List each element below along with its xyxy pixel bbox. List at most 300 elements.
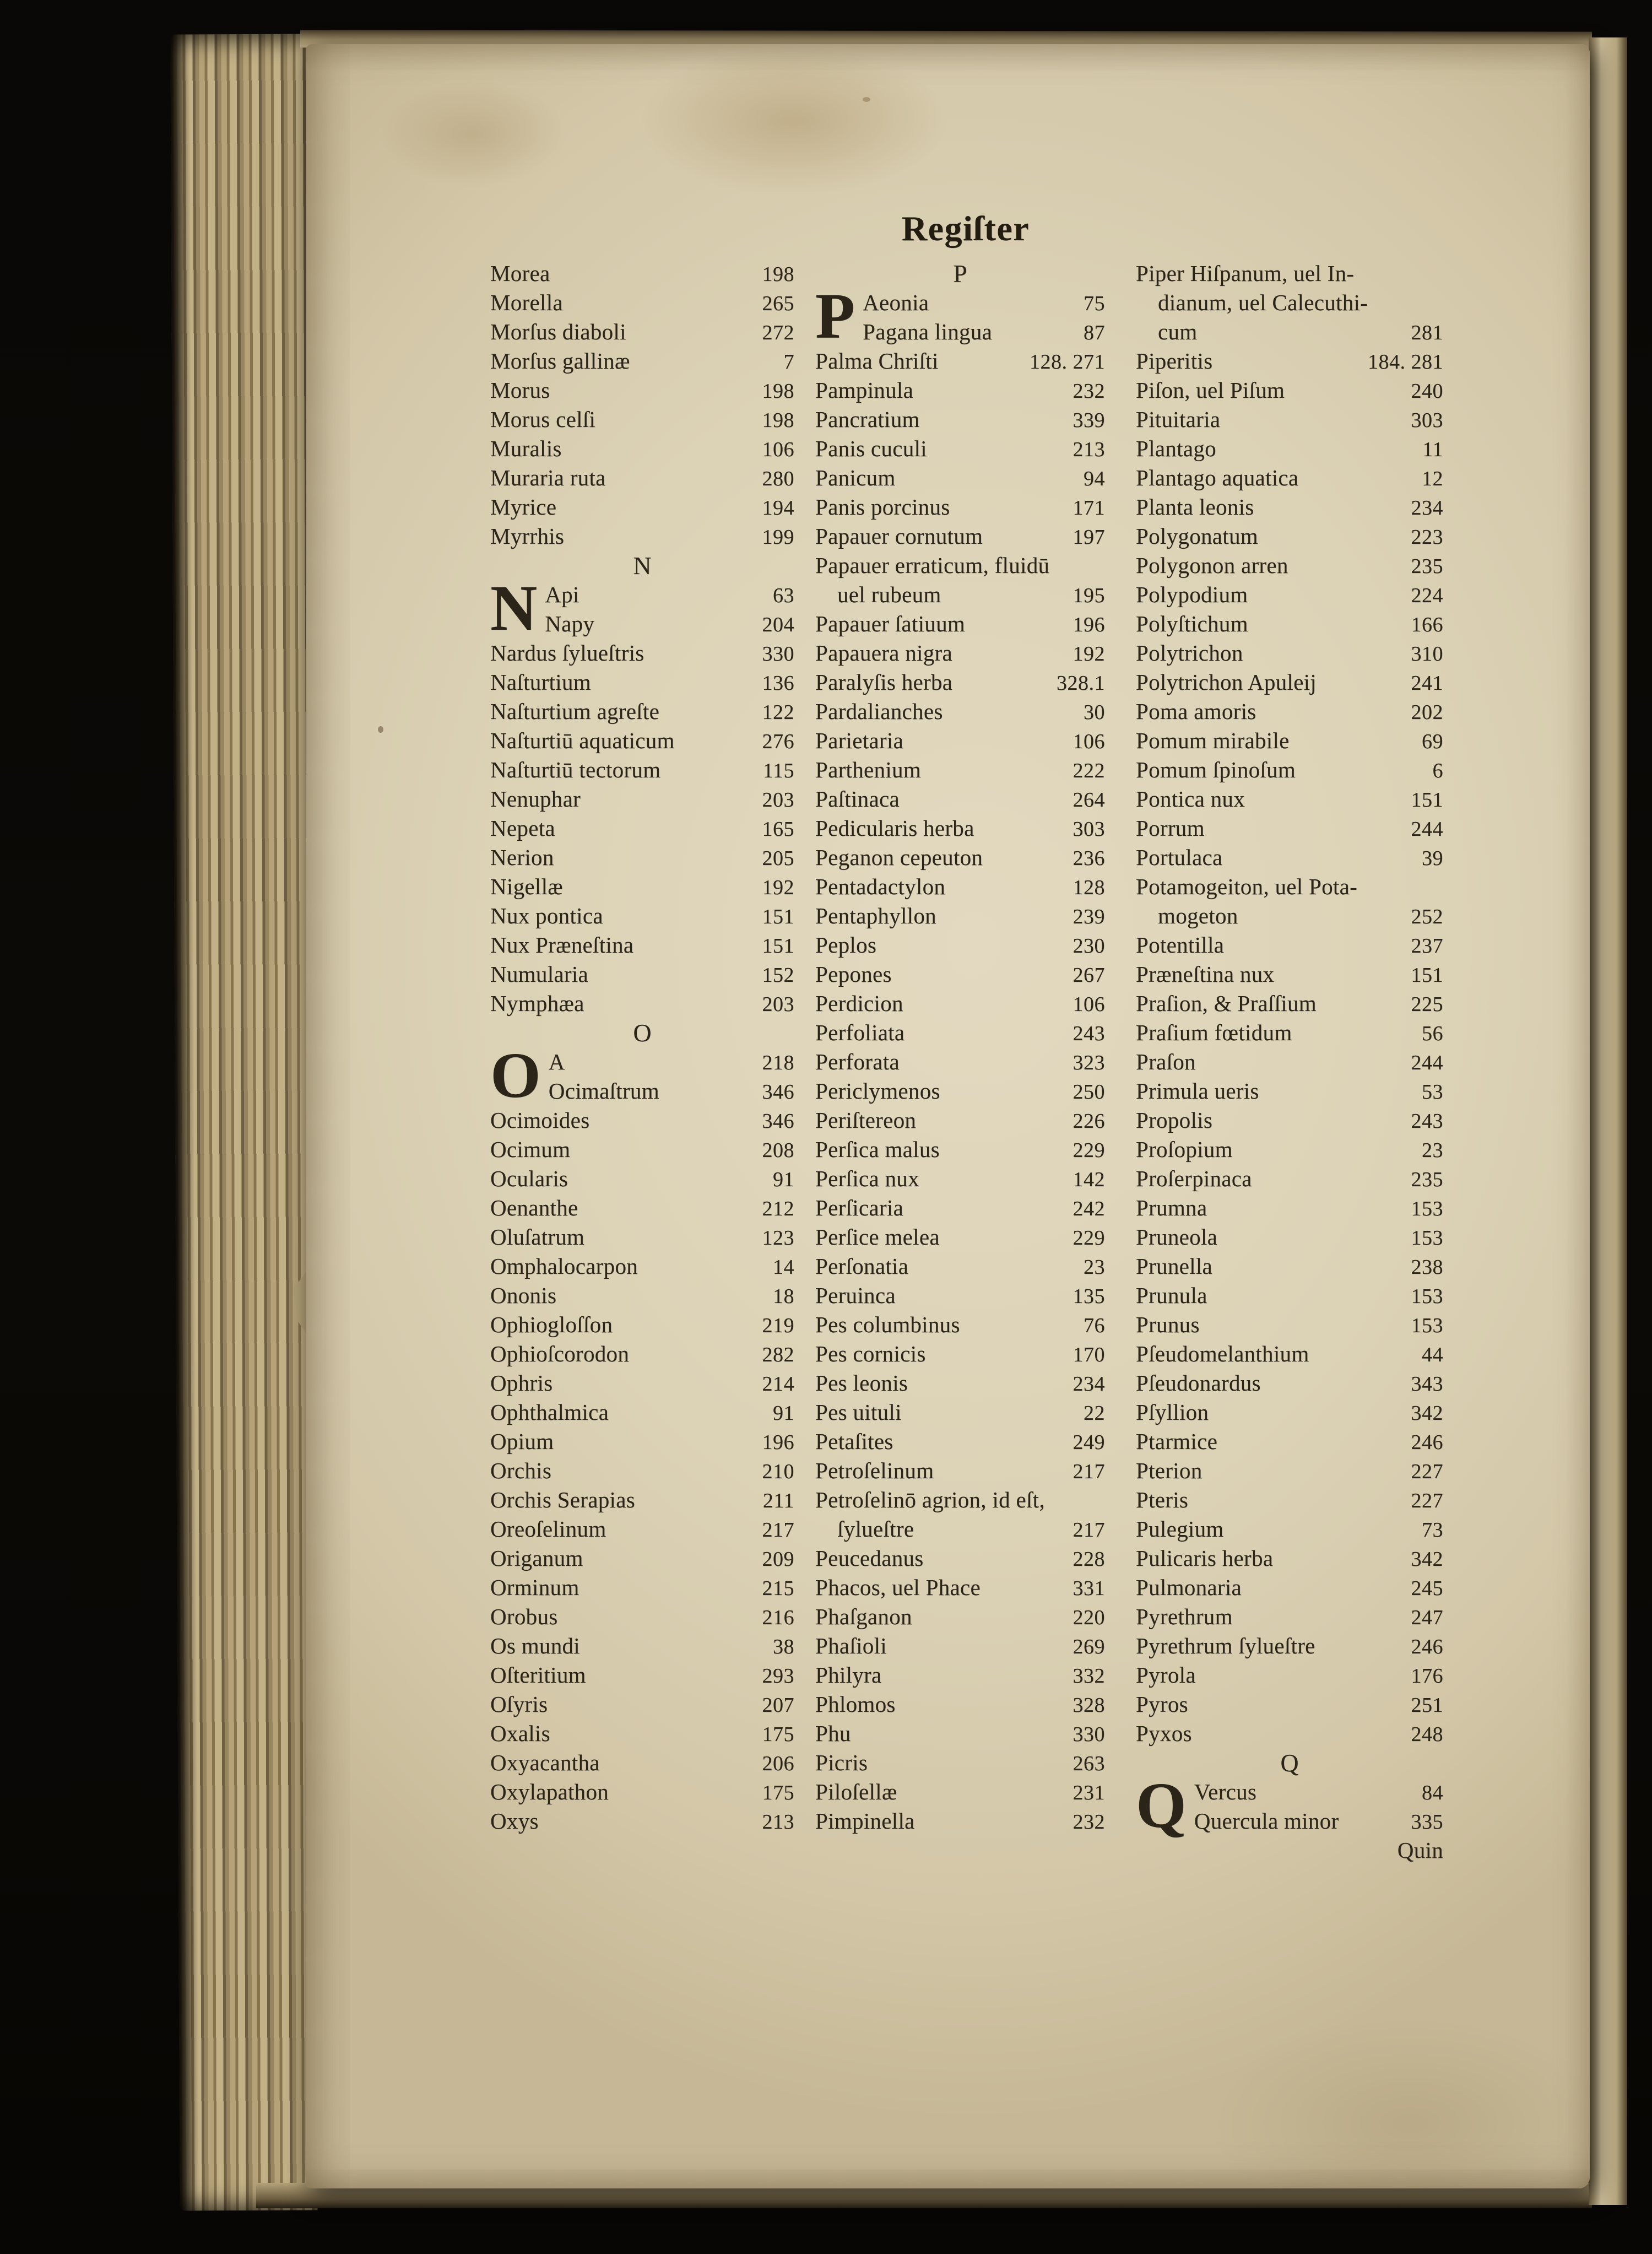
entry-page-number: 237 (1411, 934, 1443, 958)
entry-page-number: 30 (1084, 701, 1105, 724)
index-entry (815, 1544, 1105, 1573)
entry-name: Pimpinella (815, 1808, 915, 1834)
entry-name: Phacos, uel Phace (815, 1575, 981, 1600)
index-entry (490, 463, 794, 493)
entry-name: Ophris (490, 1370, 553, 1396)
index-entry (490, 843, 794, 872)
index-entry (1136, 814, 1443, 843)
entry-name: Praſion, & Praſſium (1136, 991, 1317, 1016)
entry-name: Peganon cepeuton (815, 845, 983, 870)
entry-page-number: 73 (1422, 1518, 1443, 1542)
entry-page-number: 232 (1073, 1810, 1105, 1834)
index-entry (490, 1398, 794, 1427)
index-entry (490, 668, 794, 697)
entry-page-number: 213 (762, 1810, 794, 1834)
index-entry (1136, 931, 1443, 960)
entry-page-number: 205 (762, 847, 794, 870)
entry-name: Pruneola (1136, 1224, 1218, 1250)
index-entry (815, 463, 1105, 493)
entry-page-number: 63 (773, 584, 794, 607)
index-entry (815, 609, 1105, 639)
entry-name: Proſopium (1136, 1137, 1233, 1162)
entry-name: Omphalocarpon (490, 1253, 638, 1279)
entry-name: Orminum (490, 1575, 579, 1600)
entry-name: cum (1158, 319, 1198, 344)
entry-name: Polypodium (1136, 582, 1248, 607)
entry-name: Pomum mirabile (1136, 728, 1290, 753)
entry-name: Palma Chriſti (815, 348, 939, 374)
entry-name: Petaſites (815, 1429, 893, 1454)
index-entry (815, 434, 1105, 463)
entry-name: Proſerpinaca (1136, 1166, 1252, 1191)
catchword (1136, 1836, 1443, 1865)
entry-page-number: 128. 271 (1030, 350, 1105, 374)
entry-name: Peruinca (815, 1283, 896, 1308)
index-entry (1136, 376, 1443, 405)
index-column-1 (490, 259, 794, 1865)
index-entry (1136, 1164, 1443, 1193)
entry-name: Polygonon arren (1136, 553, 1288, 578)
entry-name: Phu (815, 1721, 851, 1746)
entry-page-number: 75 (1084, 292, 1105, 315)
entry-page-number: 69 (1422, 730, 1443, 753)
entry-page-number: 226 (1073, 1110, 1105, 1133)
index-entry (815, 1369, 1105, 1398)
index-entry (490, 1193, 794, 1223)
entry-name: Ocimum (490, 1137, 571, 1162)
entry-name: Pyxos (1136, 1721, 1192, 1746)
index-entry (490, 1339, 794, 1369)
entry-page-number: 91 (773, 1402, 794, 1425)
paper-stain (863, 97, 870, 102)
entry-page-number: 11 (1422, 438, 1443, 461)
entry-name: Plantago (1136, 436, 1216, 461)
dropcap-lines (1194, 1777, 1443, 1836)
entry-name: Oluſatrum (490, 1224, 585, 1250)
index-entry (490, 1573, 794, 1602)
entry-name: Peucedanus (815, 1545, 924, 1571)
entry-page-number: 332 (1073, 1664, 1105, 1688)
index-entry (815, 872, 1105, 901)
entry-name: Ophioſcorodon (490, 1341, 630, 1366)
entry-name: Ocimoides (490, 1107, 590, 1133)
entry-page-number: 222 (1073, 759, 1105, 782)
index-entry (545, 609, 794, 639)
dropcap-group (490, 572, 794, 644)
entry-name: Morus (490, 377, 550, 403)
section-letter-text: O (633, 1019, 652, 1047)
index-entry (815, 376, 1105, 405)
index-entry (1136, 1193, 1443, 1223)
entry-page-number: 152 (762, 964, 794, 987)
index-entry (815, 1281, 1105, 1310)
index-entry (815, 1193, 1105, 1223)
entry-page-number: 171 (1073, 496, 1105, 520)
book-page (306, 44, 1590, 2188)
dropcap-group (815, 280, 1105, 352)
index-entry (1136, 726, 1443, 755)
index-entry (1136, 405, 1443, 434)
index-entry (815, 989, 1105, 1018)
index-entry (815, 1252, 1105, 1281)
entry-name: Propolis (1136, 1107, 1213, 1133)
index-entry (1136, 1310, 1443, 1339)
entry-name: Ptarmice (1136, 1429, 1218, 1454)
entry-name: Paralyſis herba (815, 669, 953, 695)
entry-page-number: 234 (1411, 496, 1443, 520)
entry-name: Pyrethrum ſylueſtre (1136, 1633, 1315, 1658)
index-entry (815, 1339, 1105, 1369)
index-entry (490, 989, 794, 1018)
index-entry (490, 1602, 794, 1631)
entry-name: Pagana lingua (863, 319, 993, 344)
entry-name: Opium (490, 1429, 554, 1454)
entry-name: Papauer erraticum, fluidū (815, 553, 1050, 578)
index-entry (490, 931, 794, 960)
index-entry (1136, 1573, 1443, 1602)
entry-page-number: 328 (1073, 1694, 1105, 1717)
entry-page-number: 208 (762, 1139, 794, 1162)
entry-page-number: 281 (1411, 321, 1443, 344)
entry-name: Pardalianches (815, 699, 943, 724)
index-entry (490, 522, 794, 551)
section-letter-text: Q (1280, 1749, 1299, 1777)
entry-name: Myrice (490, 494, 557, 520)
entry-page-number: 247 (1411, 1606, 1443, 1629)
index-entry (815, 1398, 1105, 1427)
entry-page-number: 346 (762, 1080, 794, 1104)
index-entry (1136, 1135, 1443, 1164)
entry-page-number: 198 (762, 409, 794, 432)
entry-name: Pancratium (815, 407, 920, 432)
entry-name: Primula ueris (1136, 1078, 1259, 1104)
index-entry (815, 1631, 1105, 1661)
entry-page-number: 242 (1073, 1197, 1105, 1220)
entry-page-number: 342 (1411, 1548, 1443, 1571)
entry-page-number: 244 (1411, 1051, 1443, 1074)
entry-name: Peplos (815, 932, 877, 958)
index-entry (1136, 1252, 1443, 1281)
index-entry (490, 376, 794, 405)
entry-name: Pterion (1136, 1458, 1203, 1483)
entry-name: Os mundi (490, 1633, 580, 1658)
index-entry (1136, 1690, 1443, 1719)
entry-name: Nardus ſylueſtris (490, 640, 644, 666)
index-entry (490, 493, 794, 522)
index-entry (815, 551, 1105, 580)
entry-name: Vercus (1194, 1779, 1257, 1804)
dropcap-group (1136, 1769, 1443, 1841)
entry-page-number: 106 (762, 438, 794, 461)
entry-page-number: 231 (1073, 1781, 1105, 1804)
index-entry (490, 1427, 794, 1456)
entry-page-number: 175 (762, 1781, 794, 1804)
entry-page-number: 203 (762, 788, 794, 812)
index-entry (815, 1661, 1105, 1690)
entry-page-number: 234 (1073, 1372, 1105, 1396)
entry-name: Petroſelinō agrion, id eſt, (815, 1487, 1045, 1512)
entry-page-number: 229 (1073, 1226, 1105, 1250)
entry-page-number: 343 (1411, 1372, 1443, 1396)
entry-name: Pes uituli (815, 1399, 902, 1425)
entry-page-number: 330 (1073, 1723, 1105, 1746)
index-entry (863, 317, 1105, 347)
index-entry (490, 405, 794, 434)
entry-page-number: 265 (762, 292, 794, 315)
entry-page-number: 106 (1073, 730, 1105, 753)
entry-name: Nymphæa (490, 991, 584, 1016)
index-entry (490, 872, 794, 901)
index-entry (490, 1807, 794, 1836)
entry-page-number: 123 (762, 1226, 794, 1250)
entry-name: Oenanthe (490, 1195, 578, 1220)
index-entry (490, 814, 794, 843)
index-entry (1136, 1398, 1443, 1427)
entry-page-number: 209 (762, 1548, 794, 1571)
entry-page-number: 342 (1411, 1402, 1443, 1425)
index-entry (490, 726, 794, 755)
entry-name: uel rubeum (837, 582, 941, 607)
entry-page-number: 210 (762, 1460, 794, 1483)
entry-name: Perſice melea (815, 1224, 940, 1250)
entry-page-number: 91 (773, 1168, 794, 1191)
entry-name: Nigellæ (490, 874, 563, 899)
entry-name: Philyra (815, 1662, 882, 1688)
entry-page-number: 23 (1084, 1256, 1105, 1279)
entry-page-number: 153 (1411, 1197, 1443, 1220)
entry-page-number: 192 (1073, 642, 1105, 666)
entry-name: Morſus gallinæ (490, 348, 630, 374)
index-entry (815, 814, 1105, 843)
entry-name: Ocimaſtrum (548, 1078, 659, 1104)
index-entry (1136, 668, 1443, 697)
entry-name: Pyrola (1136, 1662, 1196, 1688)
entry-name: Muraria ruta (490, 465, 606, 490)
entry-page-number: 197 (1073, 526, 1105, 549)
entry-page-number: 23 (1422, 1139, 1443, 1162)
entry-name: Praſon (1136, 1049, 1196, 1074)
index-entry (1136, 1485, 1443, 1515)
entry-name: Polygonatum (1136, 523, 1258, 549)
entry-page-number: 151 (762, 905, 794, 928)
index-entry (815, 1018, 1105, 1047)
entry-name: Oreoſelinum (490, 1516, 606, 1542)
entry-name: Oxyacantha (490, 1750, 600, 1775)
entry-name: Potamogeiton, uel Pota- (1136, 874, 1358, 899)
entry-name: Pentaphyllon (815, 903, 936, 928)
index-entry (815, 1777, 1105, 1807)
entry-page-number: 206 (762, 1752, 794, 1775)
entry-name: Nenuphar (490, 786, 581, 812)
entry-name: Pedicularis herba (815, 815, 974, 841)
index-entry (815, 755, 1105, 785)
entry-name: Myrrhis (490, 523, 565, 549)
entry-page-number: 204 (762, 613, 794, 636)
entry-page-number: 203 (762, 993, 794, 1016)
entry-name: Ocularis (490, 1166, 568, 1191)
entry-page-number: 219 (762, 1314, 794, 1337)
entry-page-number: 264 (1073, 788, 1105, 812)
index-columns (490, 259, 1443, 1865)
entry-page-number: 198 (762, 380, 794, 403)
entry-page-number: 142 (1073, 1168, 1105, 1191)
entry-page-number: 136 (762, 672, 794, 695)
index-entry (1136, 639, 1443, 668)
entry-page-number: 339 (1073, 409, 1105, 432)
entry-name: Oxylapathon (490, 1779, 609, 1804)
entry-name: Perfoliata (815, 1020, 905, 1045)
entry-name: Pſyllion (1136, 1399, 1209, 1425)
entry-page-number: 153 (1411, 1314, 1443, 1337)
entry-name: Pes leonis (815, 1370, 908, 1396)
entry-name: Papauera nigra (815, 640, 952, 666)
index-entry (1136, 1661, 1443, 1690)
index-entry (815, 580, 1105, 609)
entry-page-number: 236 (1073, 847, 1105, 870)
entry-name: Præneſtina nux (1136, 961, 1275, 987)
entry-name: Perſica malus (815, 1137, 940, 1162)
dropcap-letter: N (490, 572, 538, 644)
entry-page-number: 94 (1084, 467, 1105, 490)
index-entry (1136, 1223, 1443, 1252)
entry-page-number: 14 (773, 1256, 794, 1279)
index-entry (490, 1631, 794, 1661)
entry-page-number: 269 (1073, 1635, 1105, 1658)
index-entry (1136, 434, 1443, 463)
entry-page-number: 218 (762, 1051, 794, 1074)
index-entry (1136, 493, 1443, 522)
index-entry (490, 1748, 794, 1777)
entry-page-number: 213 (1073, 438, 1105, 461)
entry-page-number: 250 (1073, 1080, 1105, 1104)
entry-page-number: 227 (1411, 1460, 1443, 1483)
entry-name: Orobus (490, 1604, 558, 1629)
entry-page-number: 246 (1411, 1635, 1443, 1658)
index-entry (1136, 551, 1443, 580)
entry-page-number: 243 (1411, 1110, 1443, 1133)
entry-page-number: 272 (762, 321, 794, 344)
entry-name: Panicum (815, 465, 896, 490)
entry-page-number: 235 (1411, 555, 1443, 578)
entry-name: Napy (545, 611, 595, 636)
index-entry (1136, 347, 1443, 376)
dropcap-lines (549, 1047, 794, 1106)
index-entry (1136, 1369, 1443, 1398)
entry-page-number: 223 (1411, 526, 1443, 549)
index-entry (1136, 697, 1443, 726)
entry-page-number: 240 (1411, 380, 1443, 403)
index-entry (1136, 1339, 1443, 1369)
entry-page-number: 194 (762, 496, 794, 520)
index-entry (490, 317, 794, 347)
entry-page-number: 225 (1411, 993, 1443, 1016)
entry-name: Oſyris (490, 1691, 548, 1717)
index-entry (490, 1106, 794, 1135)
entry-name: Papauer cornutum (815, 523, 983, 549)
entry-name: Ononis (490, 1283, 557, 1308)
entry-name: Pentadactylon (815, 874, 946, 899)
entry-page-number: 239 (1073, 905, 1105, 928)
index-entry (815, 960, 1105, 989)
entry-name: Pſeudomelanthium (1136, 1341, 1309, 1366)
entry-name: Pteris (1136, 1487, 1189, 1512)
entry-name: Aeonia (863, 290, 929, 315)
index-entry (1136, 1077, 1443, 1106)
index-entry (815, 493, 1105, 522)
index-entry (490, 1281, 794, 1310)
index-entry (1136, 580, 1443, 609)
index-entry (1136, 1018, 1443, 1047)
entry-page-number: 228 (1073, 1548, 1105, 1571)
entry-page-number: 6 (1432, 759, 1443, 782)
entry-name: Prunula (1136, 1283, 1207, 1308)
index-entry (490, 1369, 794, 1398)
entry-page-number: 282 (762, 1343, 794, 1366)
index-entry (1136, 609, 1443, 639)
index-entry (490, 639, 794, 668)
entry-page-number: 151 (1411, 964, 1443, 987)
entry-page-number: 232 (1073, 380, 1105, 403)
index-entry (1136, 1427, 1443, 1456)
index-entry (815, 1690, 1105, 1719)
entry-page-number: 151 (1411, 788, 1443, 812)
index-entry (1136, 785, 1443, 814)
index-entry (815, 405, 1105, 434)
entry-page-number: 153 (1411, 1285, 1443, 1308)
entry-page-number: 214 (762, 1372, 794, 1396)
entry-name: Periclymenos (815, 1078, 940, 1104)
index-entry (815, 785, 1105, 814)
entry-name: Picris (815, 1750, 868, 1775)
entry-name: Naſturtium (490, 669, 591, 695)
index-entry (1136, 1456, 1443, 1485)
entry-page-number: 330 (762, 642, 794, 666)
catchword-text: Quin (1397, 1837, 1443, 1863)
entry-name: Porrum (1136, 815, 1205, 841)
index-entry (815, 639, 1105, 668)
entry-name: Papauer ſatiuum (815, 611, 966, 636)
entry-page-number: 238 (1411, 1256, 1443, 1279)
index-entry (1136, 1631, 1443, 1661)
index-entry (1136, 960, 1443, 989)
entry-name: Plantago aquatica (1136, 465, 1299, 490)
entry-page-number: 84 (1422, 1781, 1443, 1804)
index-entry (1136, 755, 1443, 785)
entry-name: Morſus diaboli (490, 319, 626, 344)
entry-page-number: 331 (1073, 1577, 1105, 1600)
dropcap-group (490, 1039, 794, 1111)
entry-name: Ophthalmica (490, 1399, 609, 1425)
entry-name: Pampinula (815, 377, 914, 403)
entry-page-number: 212 (762, 1197, 794, 1220)
entry-page-number: 215 (762, 1577, 794, 1600)
section-letter-text: P (953, 260, 967, 288)
dropcap-letter: P (815, 280, 855, 352)
dropcap-lines (863, 288, 1105, 347)
entry-name: Pulegium (1136, 1516, 1224, 1542)
index-entry (490, 288, 794, 317)
index-entry (815, 1719, 1105, 1748)
entry-name: Parthenium (815, 757, 922, 782)
index-entry (815, 843, 1105, 872)
book-gutter-leaf-edges (170, 34, 317, 2210)
entry-page-number: 176 (1411, 1664, 1443, 1688)
entry-name: Polytrichon (1136, 640, 1243, 666)
entry-name: Pomum ſpinoſum (1136, 757, 1296, 782)
entry-name: Pyrethrum (1136, 1604, 1233, 1629)
index-entry (1136, 1602, 1443, 1631)
index-entry (490, 1777, 794, 1807)
